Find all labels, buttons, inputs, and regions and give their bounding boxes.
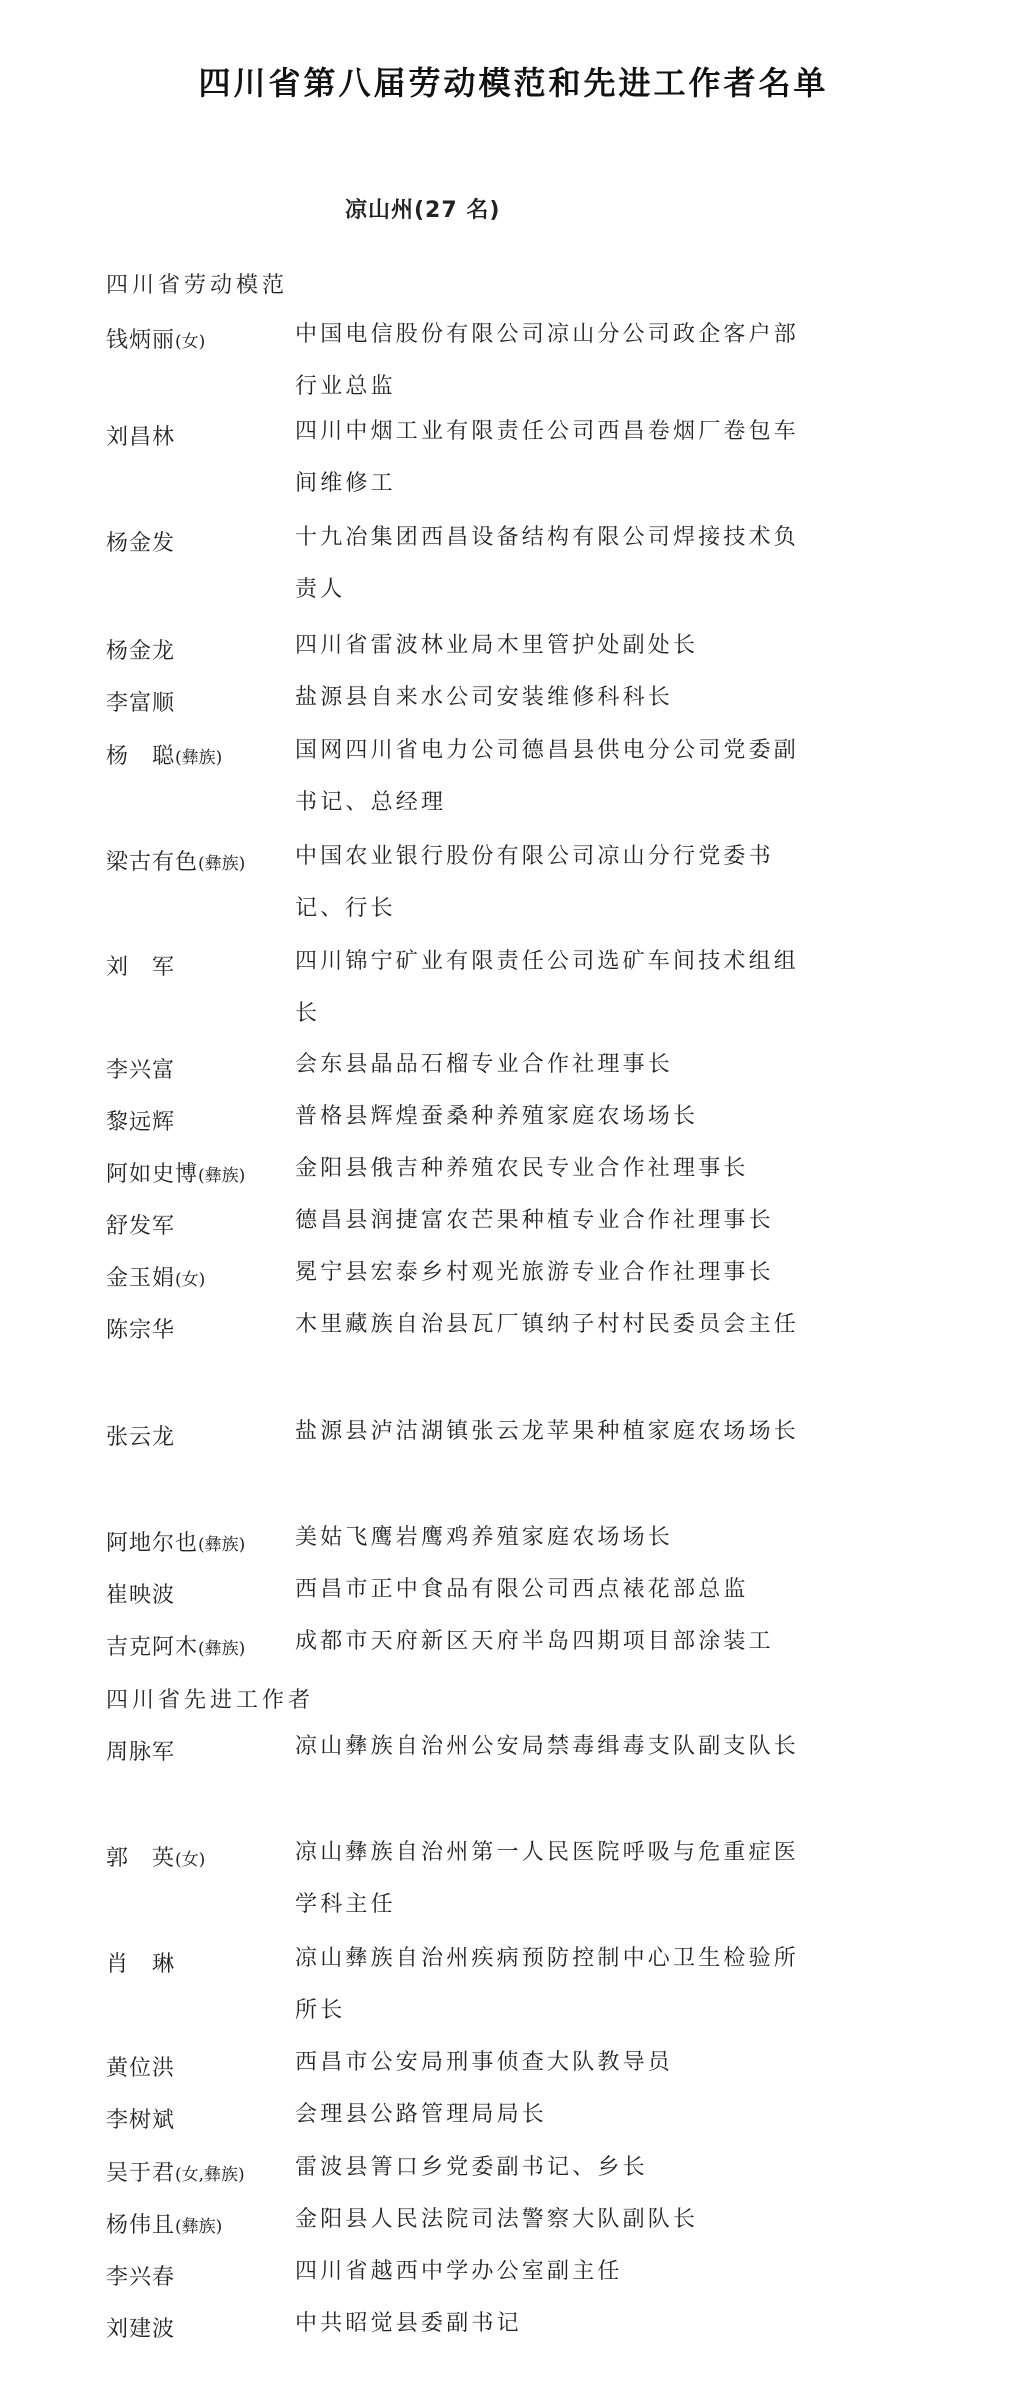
person-title: 冕宁县宏泰乡村观光旅游专业合作社理事长 <box>295 1260 774 1285</box>
person-title: 凉山彝族自治州公安局禁毒缉毒支队副支队长 <box>295 1734 800 1759</box>
person-name-text: 刘昌林 <box>106 425 176 450</box>
person-title: 金阳县人民法院司法警察大队副队长 <box>295 2207 699 2232</box>
person-name-text: 郭 英 <box>106 1846 176 1871</box>
person-note: (彝族) <box>198 1639 246 1659</box>
person-name-text: 吉克阿木 <box>106 1635 199 1660</box>
person-name <box>106 739 222 770</box>
person-name <box>106 686 175 717</box>
person-name-text: 李兴春 <box>106 2265 176 2290</box>
person-name-text: 阿地尔也 <box>106 1531 199 1556</box>
person-note: (彝族) <box>198 1535 246 1555</box>
person-name <box>106 1053 175 1084</box>
person-title: 凉山彝族自治州第一人民医院呼吸与危重症医学科主任 <box>295 1840 800 1917</box>
person-name <box>106 845 245 876</box>
section-heading: 四川省先进工作者 <box>106 1688 315 1713</box>
person-title: 西昌市正中食品有限公司西点裱花部总监 <box>295 1577 749 1602</box>
person-title: 会东县晶品石榴专业合作社理事长 <box>295 1052 674 1077</box>
person-name <box>106 1261 205 1292</box>
person-title: 西昌市公安局刑事侦查大队教导员 <box>295 2050 674 2075</box>
person-name-text: 崔映波 <box>106 1583 176 1608</box>
person-name-text: 黄位洪 <box>106 2056 176 2081</box>
person-name-text: 刘 军 <box>106 955 176 980</box>
person-name-text: 黎远辉 <box>106 1110 176 1135</box>
person-note: (女) <box>175 1850 206 1870</box>
person-name-text: 杨 聪 <box>106 744 176 769</box>
person-name <box>106 1841 205 1872</box>
person-name-text: 梁古有色 <box>106 850 199 875</box>
person-title: 四川省越西中学办公室副主任 <box>295 2259 623 2284</box>
person-title: 会理县公路管理局局长 <box>295 2102 548 2127</box>
person-name <box>106 1157 245 1188</box>
person-name <box>106 1526 245 1557</box>
person-name-text: 金玉娟 <box>106 1266 176 1291</box>
person-name <box>106 1947 175 1978</box>
person-name-text: 杨金龙 <box>106 639 176 664</box>
person-name-text: 李富顺 <box>106 691 176 716</box>
person-title: 中国电信股份有限公司凉山分公司政企客户部行业总监 <box>295 322 800 399</box>
person-name <box>106 2208 222 2239</box>
person-title: 十九冶集团西昌设备结构有限公司焊接技术负责人 <box>295 525 800 602</box>
person-name-text: 杨伟且 <box>106 2213 176 2238</box>
section-heading: 四川省劳动模范 <box>106 273 289 298</box>
person-title: 四川锦宁矿业有限责任公司选矿车间技术组组长 <box>295 949 800 1026</box>
person-title: 金阳县俄吉种养殖农民专业合作社理事长 <box>295 1156 749 1181</box>
person-title: 普格县辉煌蚕桑种养殖家庭农场场长 <box>295 1104 699 1129</box>
person-name <box>106 1313 175 1344</box>
person-name <box>106 2312 175 2343</box>
person-name-text: 陈宗华 <box>106 1318 176 1343</box>
person-name-text: 张云龙 <box>106 1425 176 1450</box>
person-title: 德昌县润捷富农芒果种植专业合作社理事长 <box>295 1208 774 1233</box>
person-name-text: 周脉军 <box>106 1740 176 1765</box>
person-name-text: 刘建波 <box>106 2317 176 2342</box>
person-name <box>106 634 175 665</box>
person-note: (彝族) <box>198 1166 246 1186</box>
person-title: 国网四川省电力公司德昌县供电分公司党委副书记、总经理 <box>295 738 800 815</box>
person-name <box>106 323 205 354</box>
person-title: 中共昭觉县委副书记 <box>295 2311 522 2336</box>
person-name-text: 钱炳丽 <box>106 328 176 353</box>
person-name-text: 阿如史博 <box>106 1162 199 1187</box>
page-title: 四川省第八届劳动模范和先进工作者名单 <box>198 64 829 102</box>
person-title: 木里藏族自治县瓦厂镇纳子村村民委员会主任 <box>295 1312 800 1337</box>
person-title: 美姑飞鹰岩鹰鸡养殖家庭农场场长 <box>295 1525 674 1550</box>
person-title: 成都市天府新区天府半岛四期项目部涂装工 <box>295 1629 774 1654</box>
person-title: 中国农业银行股份有限公司凉山分行党委书记、行长 <box>295 844 774 921</box>
person-note: (彝族) <box>175 2217 223 2237</box>
person-title: 凉山彝族自治州疾病预防控制中心卫生检验所所长 <box>295 1946 800 2023</box>
person-note: (女,彝族) <box>175 2165 245 2185</box>
person-name <box>106 526 175 557</box>
person-title: 四川省雷波林业局木里管护处副处长 <box>295 633 699 658</box>
person-name <box>106 1630 245 1661</box>
person-name-text: 舒发军 <box>106 1214 176 1239</box>
person-name <box>106 2260 175 2291</box>
person-name-text: 杨金发 <box>106 531 176 556</box>
person-name <box>106 1578 175 1609</box>
person-note: (彝族) <box>175 748 223 768</box>
person-title: 盐源县泸沽湖镇张云龙苹果种植家庭农场场长 <box>295 1419 800 1444</box>
person-note: (彝族) <box>198 854 246 874</box>
person-name <box>106 2051 175 2082</box>
person-name <box>106 1209 175 1240</box>
person-name <box>106 950 175 981</box>
person-name-text: 吴于君 <box>106 2161 176 2186</box>
person-name <box>106 1105 175 1136</box>
person-name <box>106 420 175 451</box>
person-name <box>106 1420 175 1451</box>
person-title: 盐源县自来水公司安装维修科科长 <box>295 685 674 710</box>
person-name <box>106 2103 175 2134</box>
person-note: (女) <box>175 1270 206 1290</box>
person-name <box>106 1735 175 1766</box>
person-name-text: 李兴富 <box>106 1058 176 1083</box>
person-name-text: 肖 琳 <box>106 1952 176 1977</box>
person-title: 四川中烟工业有限责任公司西昌卷烟厂卷包车间维修工 <box>295 419 800 496</box>
region-heading: 凉山州(27 名) <box>345 198 501 223</box>
person-name-text: 李树斌 <box>106 2108 176 2133</box>
person-note: (女) <box>175 332 206 352</box>
person-name <box>106 2156 245 2187</box>
person-title: 雷波县箐口乡党委副书记、乡长 <box>295 2155 648 2180</box>
